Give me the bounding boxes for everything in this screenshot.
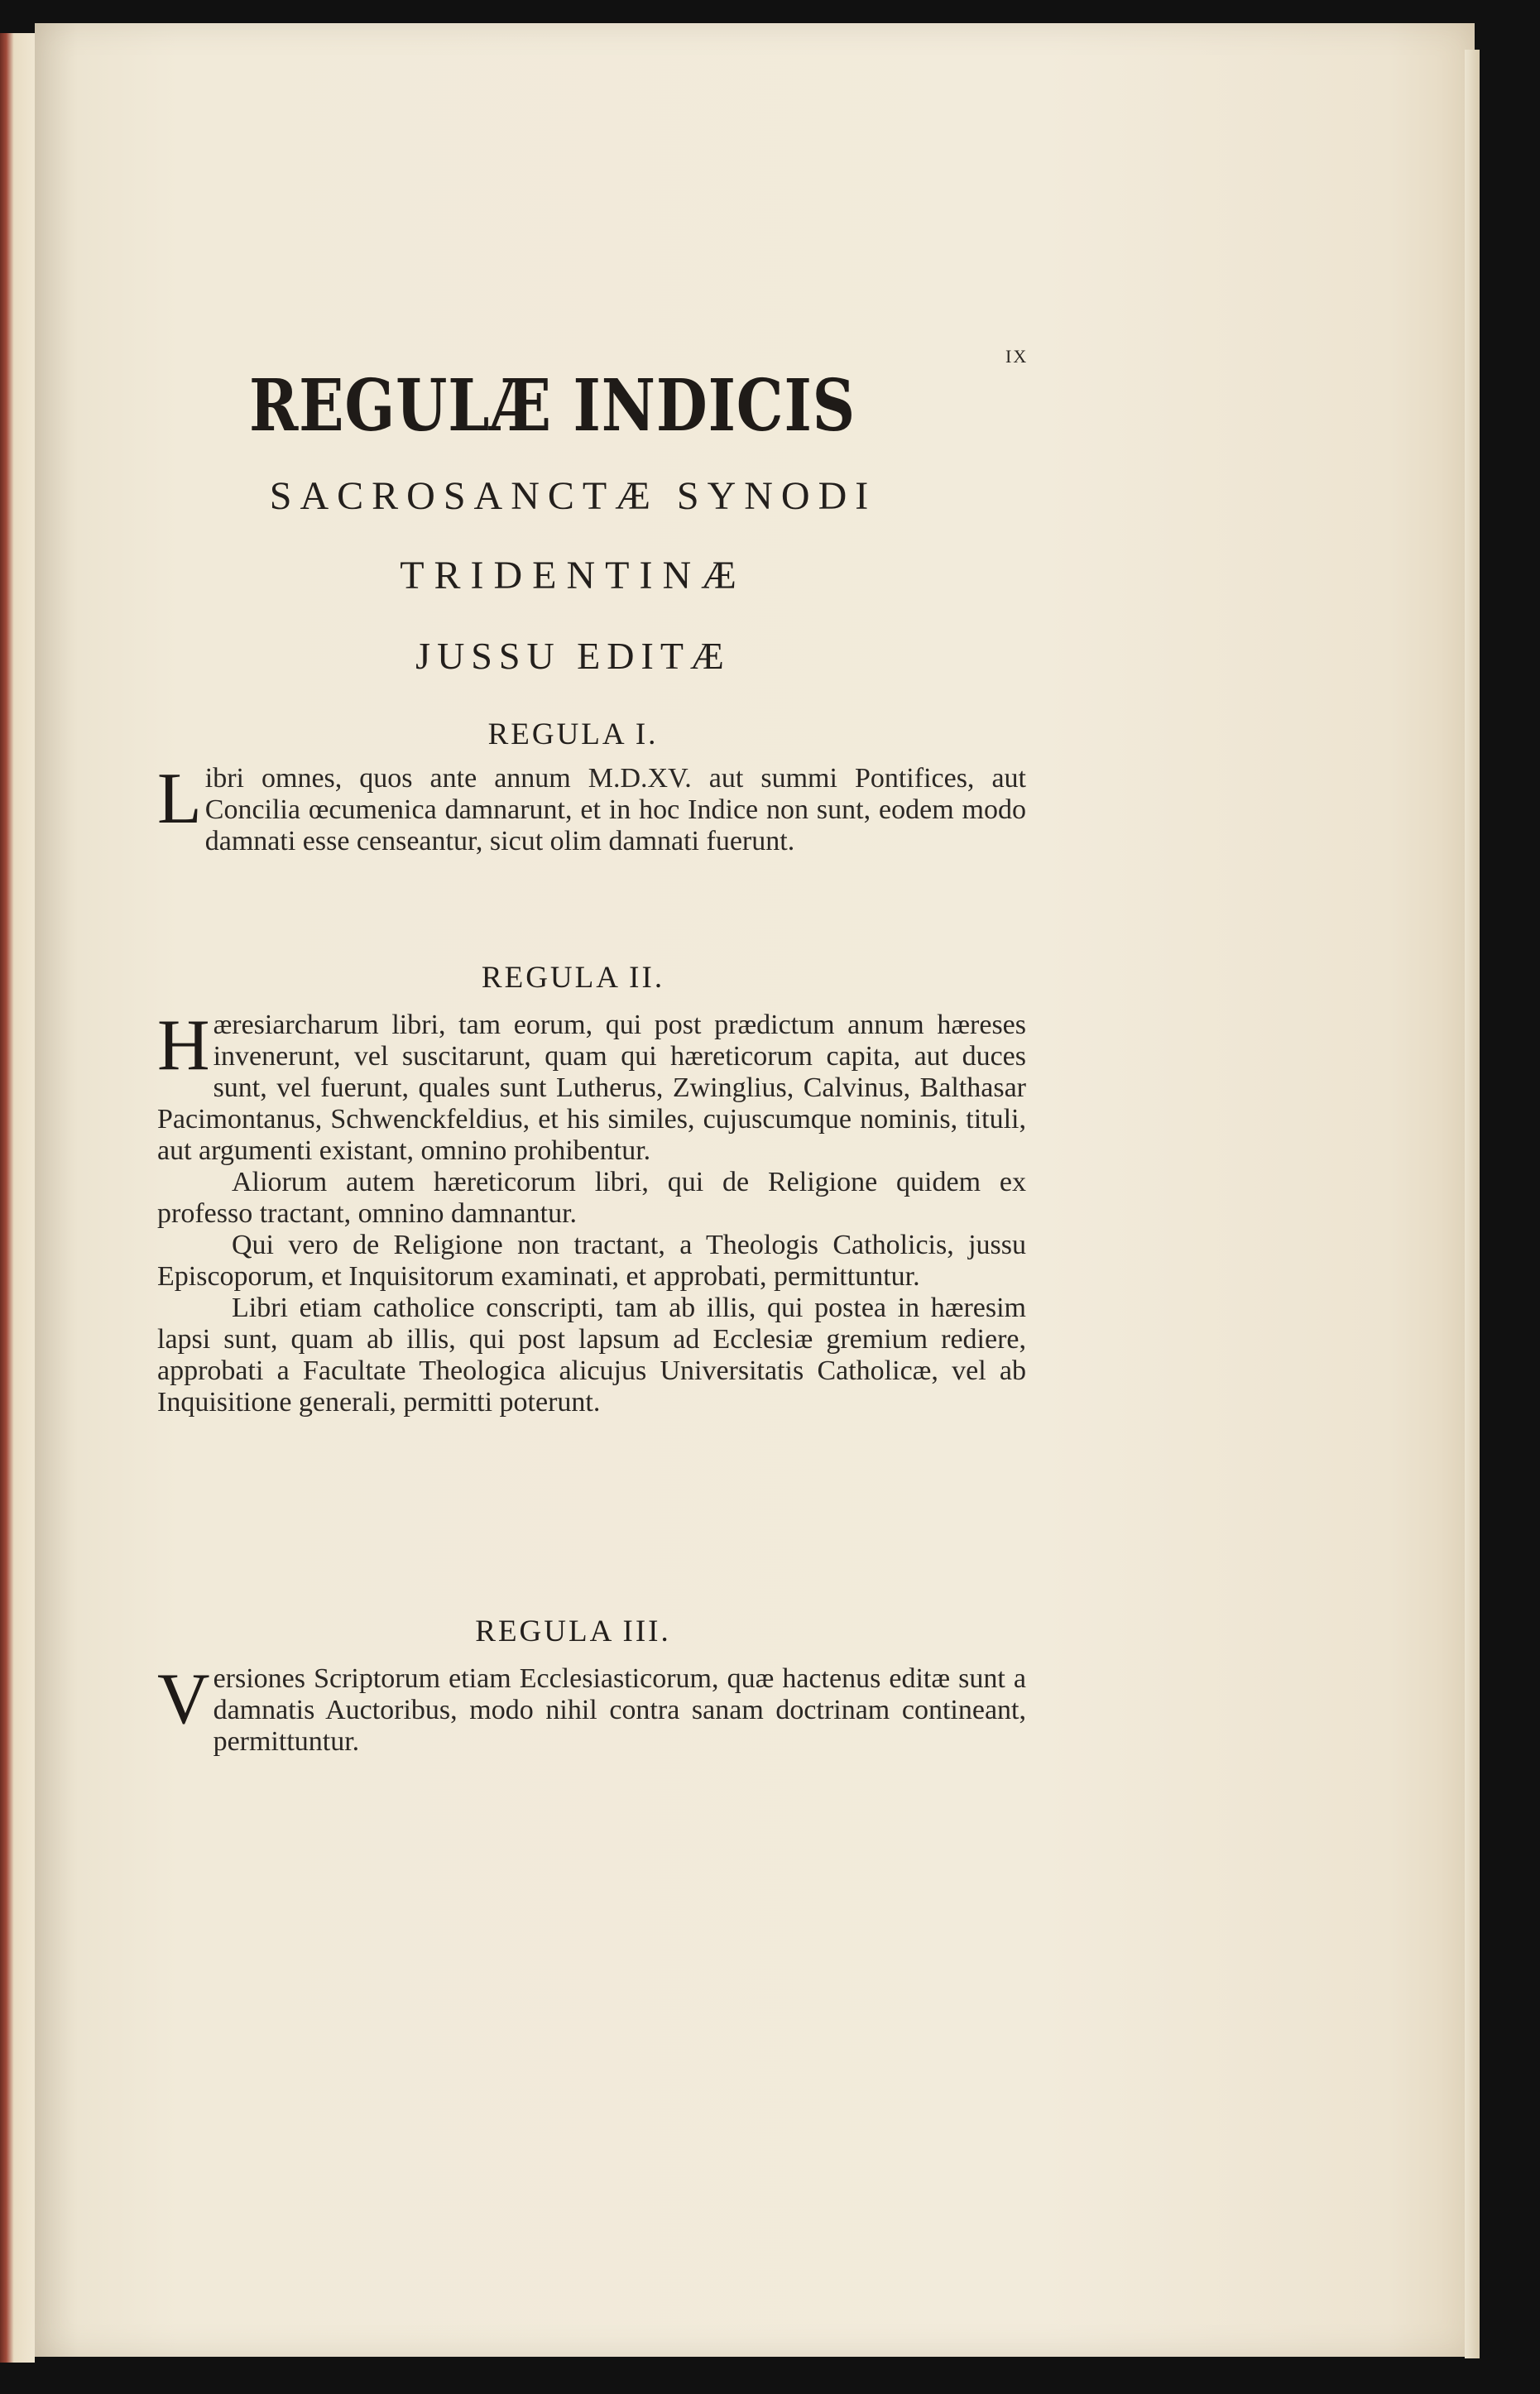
rule-1-dropcap: L: [157, 759, 202, 839]
page-title: REGULÆ INDICIS: [248, 364, 856, 448]
rule-1-paragraph: [157, 759, 1026, 857]
subtitle-line-1: SACROSANCTÆ SYNODI: [269, 474, 877, 518]
subtitle-line-2: TRIDENTINÆ: [400, 554, 746, 597]
rule-2-dropcap: H: [157, 1005, 210, 1086]
rule-1-heading: REGULA I.: [487, 717, 659, 751]
page-number: IX: [1005, 346, 1029, 367]
rule-1-text: ibri omnes, quos ante annum M.D.XV. aut summi Pontifices, aut Concilia œcumenica damnarunt, et in hoc Indice non sunt, eodem modo damnati esse censeantur, sicut olim damnati fuerunt.: [204, 763, 1026, 856]
left-page-edge: [0, 33, 35, 2363]
rule-3-heading: REGULA III.: [475, 1614, 671, 1648]
rule-3-dropcap: V: [157, 1659, 210, 1739]
rule-3-paragraph: [157, 1659, 1026, 1758]
page-deckle-edge: [1465, 50, 1480, 2358]
rule-2-paragraph-2: Aliorum autem hæreticorum libri, qui de Religione quidem ex professo tractant, omnino damnantur.: [157, 1167, 1026, 1229]
rule-1-body: [157, 759, 1026, 857]
rule-3-text: ersiones Scriptorum etiam Ecclesiasticorum, quæ hactenus editæ sunt a damnatis Auctoribus, modo nihil contra sanam doctrinam contineant, permittuntur.: [213, 1663, 1026, 1757]
rule-2-body: [157, 1005, 1026, 1418]
rule-2-paragraph-1: [157, 1005, 1026, 1167]
rule-2-paragraph-3: Qui vero de Religione non tractant, a Theologis Catholicis, jussu Episcoporum, et Inquisitorum examinati, et approbati, permittuntur.: [157, 1230, 1026, 1292]
subtitle-line-3: JUSSU EDITÆ: [415, 635, 731, 677]
rule-2-heading: REGULA II.: [481, 961, 665, 995]
rule-2-text-1: æresiarcharum libri, tam eorum, qui post prædictum annum hæreses invenerunt, vel suscitarunt, quam qui hæreticorum capita, aut duces sunt, vel fuerunt, quales sunt Lutherus, Zwinglius, Calvinus, Balthasar Pacimontanus, Schwenckfeldius, et his similes, cujuscumque nominis, tituli, aut argumenti existant, omnino prohibentur.: [157, 1010, 1026, 1166]
rule-2-paragraph-4: Libri etiam catholice conscripti, tam ab illis, qui postea in hæresim lapsi sunt, quam ab illis, qui post lapsum ad Ecclesiæ gremium rediere, approbati a Facultate Theologica alicujus Universitatis Catholicæ, vel ab Inquisitione generali, permitti poterunt.: [157, 1293, 1026, 1418]
rule-3-body: [157, 1659, 1026, 1758]
